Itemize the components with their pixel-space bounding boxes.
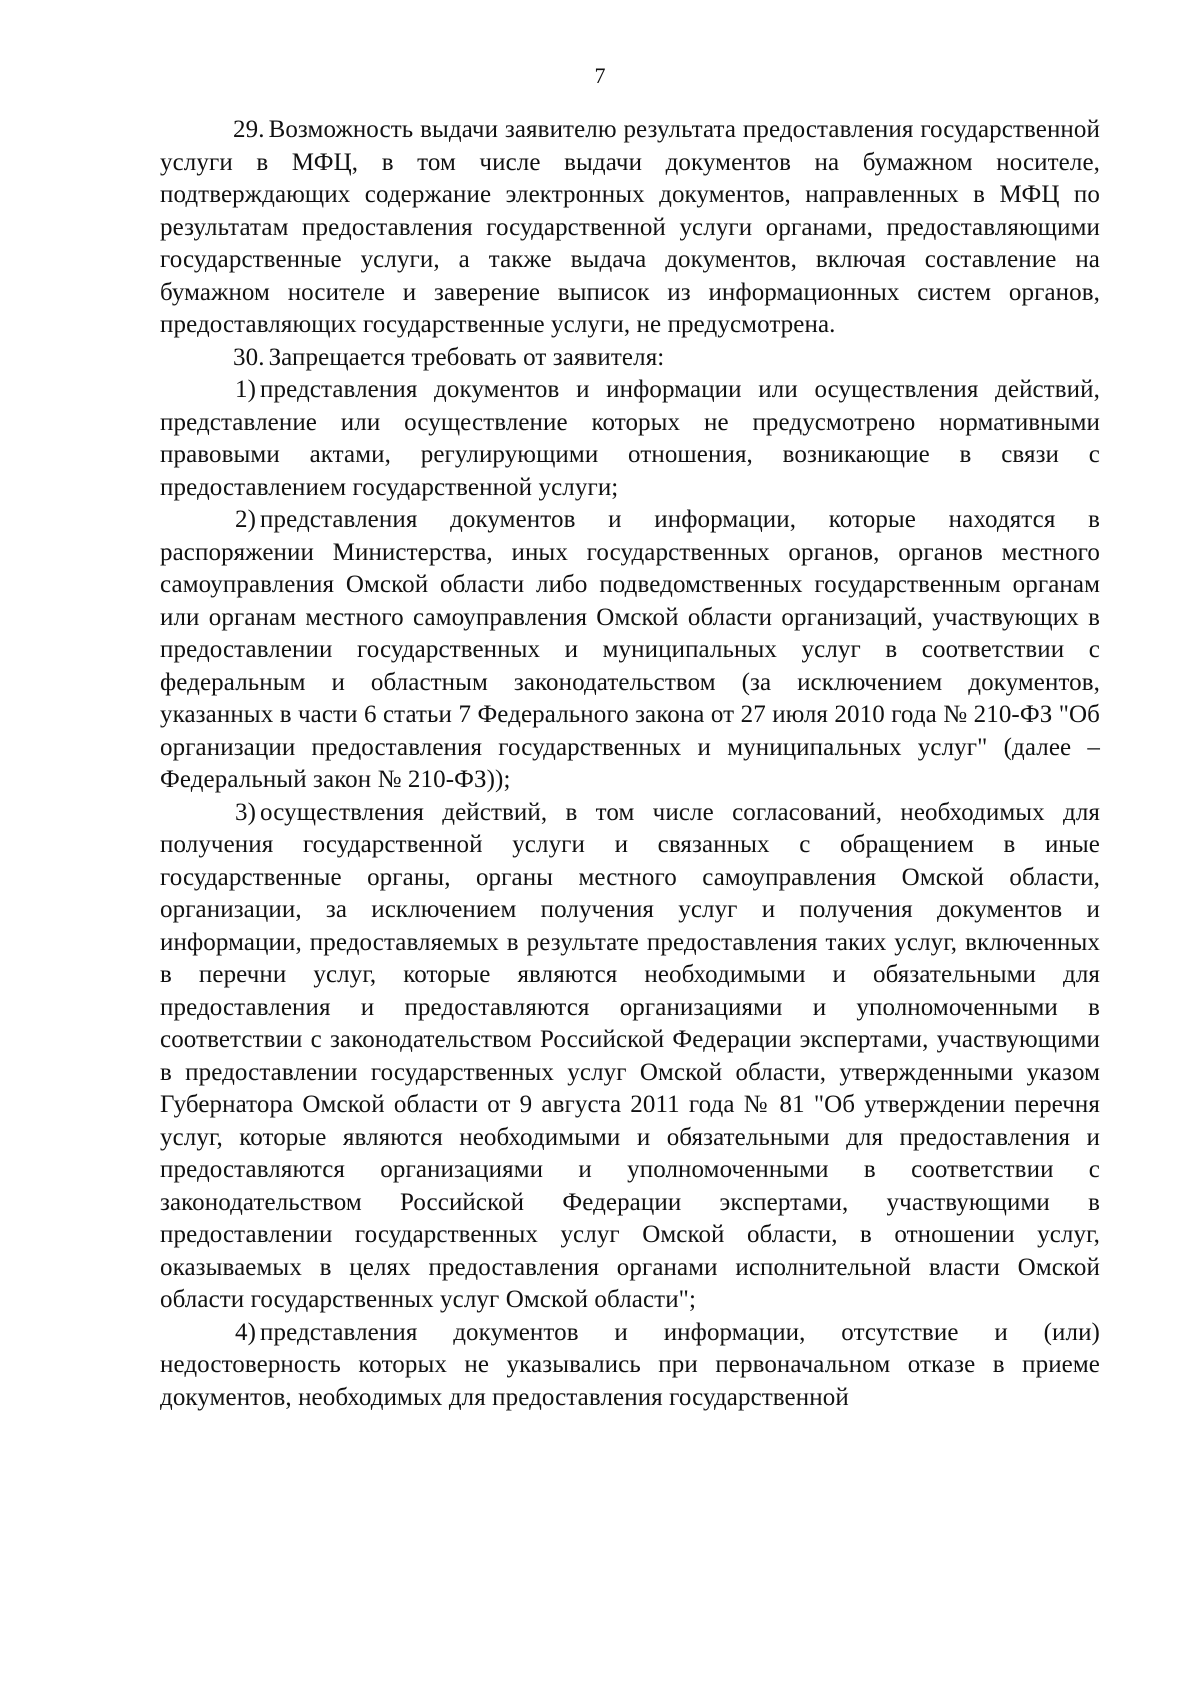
list-item-4 <box>160 1317 1100 1415</box>
page-number: 7 <box>594 63 606 88</box>
list-item-1 <box>160 374 1100 504</box>
list-item-number: 3) <box>235 798 257 826</box>
list-item-number: 2) <box>235 506 257 533</box>
list-item-text: представления документов и информации или осуществления действий, представление или осуществление которых не предусмотрено нормативными правовыми актами, регулирующими отношения, возникающие в связи с предоставлением государственной услуги; <box>160 376 1100 501</box>
list-item-number: 4) <box>235 1318 257 1346</box>
list-item-text: представления документов и информации, отсутствие и (или) недостоверность которых не указывались при первоначальном отказе в приеме документов, необходимых для предоставления государственной <box>160 1318 1100 1411</box>
list-item-text: представления документов и информации, которые находятся в распоряжении Министерства, иных государственных органов, органов местного самоуправления Омской области либо подведомственных государственным органам или органам местного самоуправления Омской области организаций, участвующих в предоставлении государственных и муниципальных услуг в соответствии с федеральным и областным законодательством (за исключением документов, указанных в части 6 статьи 7 Федерального закона от 27 июля 2010 года № 210-ФЗ "Об организации предоставления государственных и муниципальных услуг" (далее – Федеральный закон № 210-ФЗ)); <box>160 506 1100 793</box>
paragraph-text: Запрещается требовать от заявителя: <box>268 343 665 371</box>
list-item-number: 1) <box>235 376 257 403</box>
list-item-text: осуществления действий, в том числе согласований, необходимых для получения государственной услуги и связанных с обращением в иные государственные органы, органы местного самоуправления Омской области, организации, за исключением получения услуг и получения документов и информации, предоставляемых в результате предоставления таких услуг, включенных в перечни услуг, которые являются необходимыми и обязательными для предоставления и предоставляются организациями и уполномоченными в соответствии с законодательством Российской Федерации экспертами, участвующими в предоставлении государственных услуг Омской области, утвержденными указом Губернатора Омской области от 9 августа 2011 года № 81 "Об утверждении перечня услуг, которые являются необходимыми и обязательными для предоставления и предоставляются организациями и уполномоченными в соответствии с законодательством Российской Федерации экспертами, участвующими в предоставлении государственных услуг Омской области, в отношении услуг, оказываемых в целях предоставления органами исполнительной власти Омской области государственных услуг Омской области"; <box>160 798 1100 1313</box>
paragraph-number: 30. <box>233 343 265 371</box>
paragraph-number: 29. <box>233 116 265 143</box>
list-item-3 <box>160 797 1100 1317</box>
list-item-2 <box>160 504 1100 797</box>
document-body <box>160 114 1100 1414</box>
paragraph-29 <box>160 114 1100 342</box>
paragraph-30 <box>160 342 1100 375</box>
paragraph-text: Возможность выдачи заявителю результата предоставления государственной услуги в МФЦ, в том числе выдачи документов на бумажном носителе, подтверждающих содержание электронных документов, направленных в МФЦ по результатам предоставления государственной услуги органами, предоставляющими государственные услуги, а также выдача документов, включая составление на бумажном носителе и заверение выписок из информационных систем органов, предоставляющих государственные услуги, не предусмотрена. <box>160 116 1100 338</box>
